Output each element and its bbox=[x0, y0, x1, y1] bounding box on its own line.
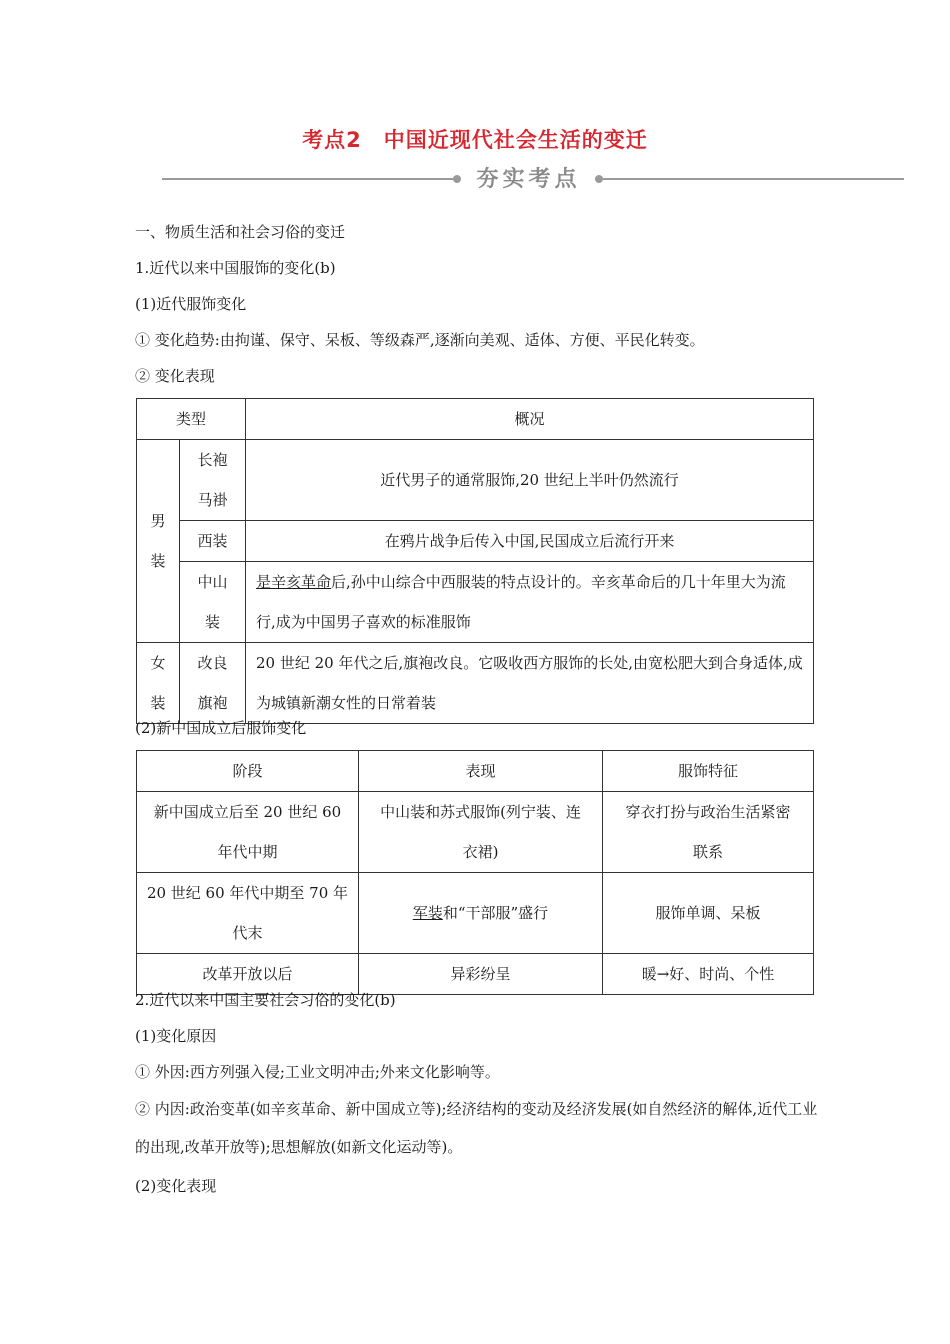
desc-cell: 在鸦片战争后传入中国,民国成立后流行开来 bbox=[246, 521, 814, 562]
change-heading: ② 变化表现 bbox=[135, 367, 215, 385]
sub-heading-1: (1)近代服饰变化 bbox=[135, 295, 247, 313]
clothing-table-prc bbox=[136, 750, 814, 995]
desc-cell: 20 世纪 20 年代之后,旗袍改良。它吸收西方服饰的长处,由宽松肥大到合身适体,成为城镇新潮女性的日常着装 bbox=[246, 643, 814, 724]
header-show: 表现 bbox=[359, 751, 603, 792]
category-male: 男 装 bbox=[137, 440, 180, 643]
stage-cell: 改革开放以后 bbox=[137, 954, 359, 995]
type-cell: 中山 装 bbox=[180, 562, 246, 643]
header-stage: 阶段 bbox=[137, 751, 359, 792]
sub-heading-4: (2)变化表现 bbox=[135, 1177, 217, 1195]
section-banner bbox=[162, 164, 904, 196]
type-cell: 改良 旗袍 bbox=[180, 643, 246, 724]
show-cell: 军装和“干部服”盛行 bbox=[359, 873, 603, 954]
underlined-term: 军装 bbox=[412, 904, 443, 922]
sub-heading-2: (2)新中国成立后服饰变化 bbox=[135, 719, 307, 737]
page-title: 考点2 中国近现代社会生活的变迁 bbox=[302, 128, 648, 152]
header-feature: 服饰特征 bbox=[603, 751, 814, 792]
feature-cell: 暖→好、时尚、个性 bbox=[603, 954, 814, 995]
stage-cell: 20 世纪 60 年代中期至 70 年 代末 bbox=[137, 873, 359, 954]
stage-cell: 新中国成立后至 20 世纪 60 年代中期 bbox=[137, 792, 359, 873]
show-cell: 异彩纷呈 bbox=[359, 954, 603, 995]
header-type: 类型 bbox=[137, 399, 246, 440]
feature-cell: 穿衣打扮与政治生活紧密 联系 bbox=[603, 792, 814, 873]
cause-internal: ② 内因:政治变革(如辛亥革命、新中国成立等);经济结构的变动及经济发展(如自然经济的解体,近代工业的出现,改革开放等);思想解放(如新文化运动等)。 bbox=[135, 1100, 818, 1156]
banner-dot-left bbox=[453, 175, 461, 183]
show-cell: 中山装和苏式服饰(列宁装、连 衣裙) bbox=[359, 792, 603, 873]
type-cell: 长袍 马褂 bbox=[180, 440, 246, 521]
section-heading: 一、物质生活和社会习俗的变迁 bbox=[135, 223, 346, 241]
feature-cell: 服饰单调、呆板 bbox=[603, 873, 814, 954]
underlined-term: 是辛亥革命 bbox=[256, 573, 332, 591]
cause-external: ① 外因:西方列强入侵;工业文明冲击;外来文化影响等。 bbox=[135, 1063, 500, 1081]
banner-line-right bbox=[602, 178, 904, 180]
banner-line-left bbox=[162, 178, 454, 180]
item-heading-1: 1.近代以来中国服饰的变化(b) bbox=[135, 259, 336, 277]
header-desc: 概况 bbox=[246, 399, 814, 440]
category-female: 女 装 bbox=[137, 643, 180, 724]
banner-text: 夯实考点 bbox=[476, 167, 581, 192]
item-heading-2: 2.近代以来中国主要社会习俗的变化(b) bbox=[135, 991, 396, 1009]
desc-cell: 近代男子的通常服饰,20 世纪上半叶仍然流行 bbox=[246, 440, 814, 521]
clothing-table-modern bbox=[136, 398, 814, 724]
sub-heading-3: (1)变化原因 bbox=[135, 1027, 217, 1045]
desc-cell: 是辛亥革命后,孙中山综合中西服装的特点设计的。辛亥革命后的几十年里大为流行,成为中国男子喜欢的标准服饰 bbox=[246, 562, 814, 643]
type-cell: 西装 bbox=[180, 521, 246, 562]
trend-paragraph: ① 变化趋势:由拘谨、保守、呆板、等级森严,逐渐向美观、适体、方便、平民化转变。 bbox=[135, 331, 705, 349]
